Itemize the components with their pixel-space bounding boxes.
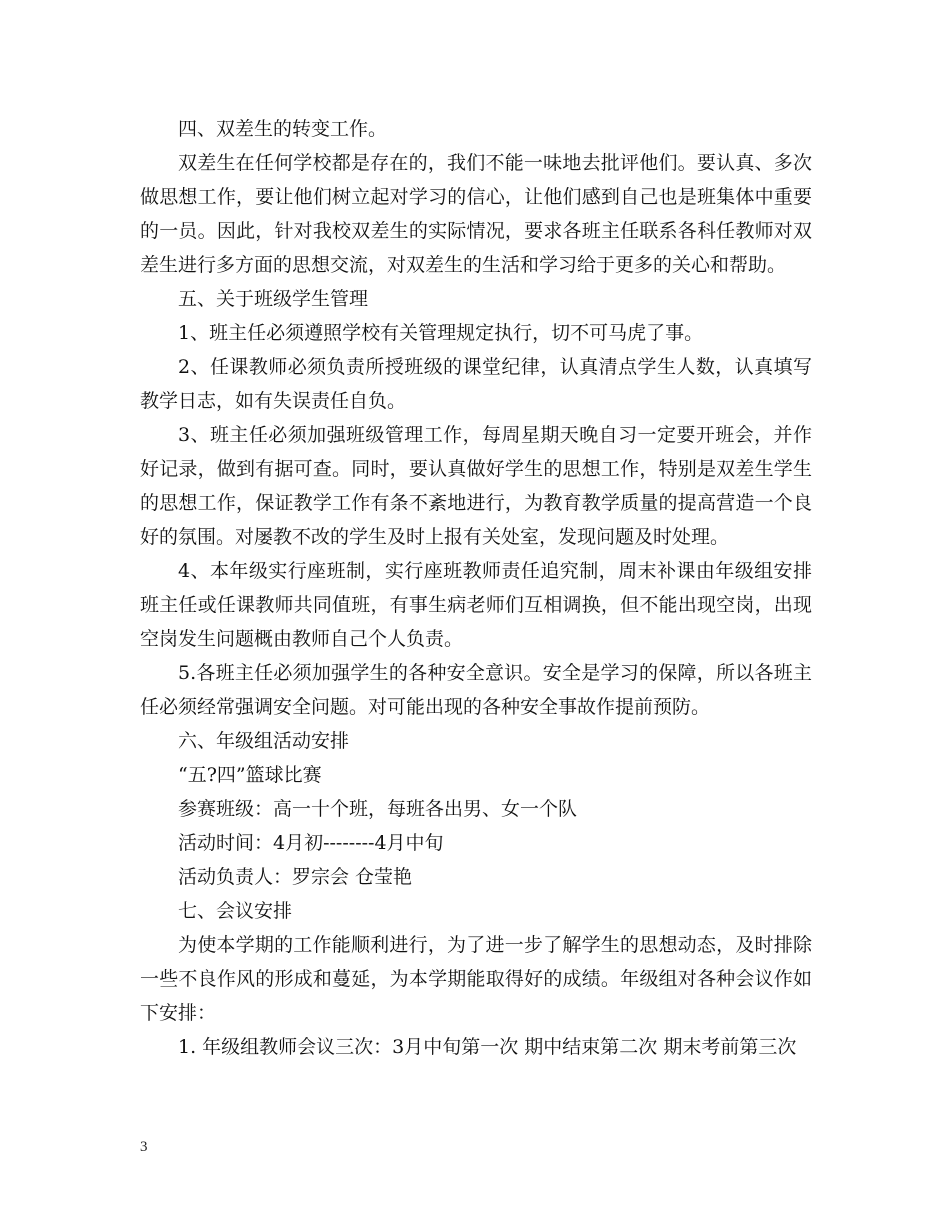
list-item: 5.各班主任必须加强学生的各种安全意识。安全是学习的保障，所以各班主任必须经常强调安全问题。对可能出现的各种安全事故作提前预防。 (140, 662, 812, 718)
section-heading-7: 七、会议安排 (178, 900, 293, 922)
list-item: 4、本年级实行座班制，实行座班教师责任追究制，周末补课由年级组安排班主任或任课教师共同值班，有事生病老师们互相调换，但不能出现空岗，出现空岗发生问题概由教师自己个人负责。 (140, 560, 812, 650)
section-heading-5: 五、关于班级学生管理 (178, 288, 369, 310)
activity-time: 活动时间：4月初--------4月中旬 (178, 832, 444, 854)
list-item: 2、任课教师必须负责所授班级的课堂纪律，认真清点学生人数，认真填写教学日志，如有失误责任自负。 (140, 356, 812, 412)
paragraph: 双差生在任何学校都是存在的，我们不能一味地去批评他们。要认真、多次做思想工作，要让他们树立起对学习的信心，让他们感到自己也是班集体中重要的一员。因此，针对我校双差生的实际情况，要求各班主任联系各科任教师对双差生进行多方面的思想交流，对双差生的生活和学习给于更多的关心和帮助。 (140, 152, 812, 276)
list-item: 1、班主任必须遵照学校有关管理规定执行，切不可马虎了事。 (178, 322, 704, 344)
activity-owner: 活动负责人：罗宗会 仓莹艳 (178, 866, 413, 888)
paragraph: 为使本学期的工作能顺利进行，为了进一步了解学生的思想动态，及时排除一些不良作风的形成和蔓延，为本学期能取得好的成绩。年级组对各种会议作如下安排： (140, 934, 812, 1024)
page-number: 3 (140, 1139, 148, 1155)
activity-title: “五?四”篮球比赛 (178, 764, 322, 786)
section-heading-6: 六、年级组活动安排 (178, 730, 350, 752)
document-body (140, 112, 812, 1064)
list-item: 3、班主任必须加强班级管理工作，每周星期天晚自习一定要开班会，并作好记录，做到有据可查。同时，要认真做好学生的思想工作，特别是双差生学生的思想工作，保证教学工作有条不紊地进行，为教育教学质量的提高营造一个良好的氛围。对屡教不改的学生及时上报有关处室，发现问题及时处理。 (140, 424, 812, 548)
section-heading-4: 四、双差生的转变工作。 (178, 118, 388, 140)
list-item: 1. 年级组教师会议三次：3月中旬第一次 期中结束第二次 期末考前第三次 (178, 1036, 797, 1058)
activity-classes: 参赛班级：高一十个班，每班各出男、女一个队 (178, 798, 578, 820)
